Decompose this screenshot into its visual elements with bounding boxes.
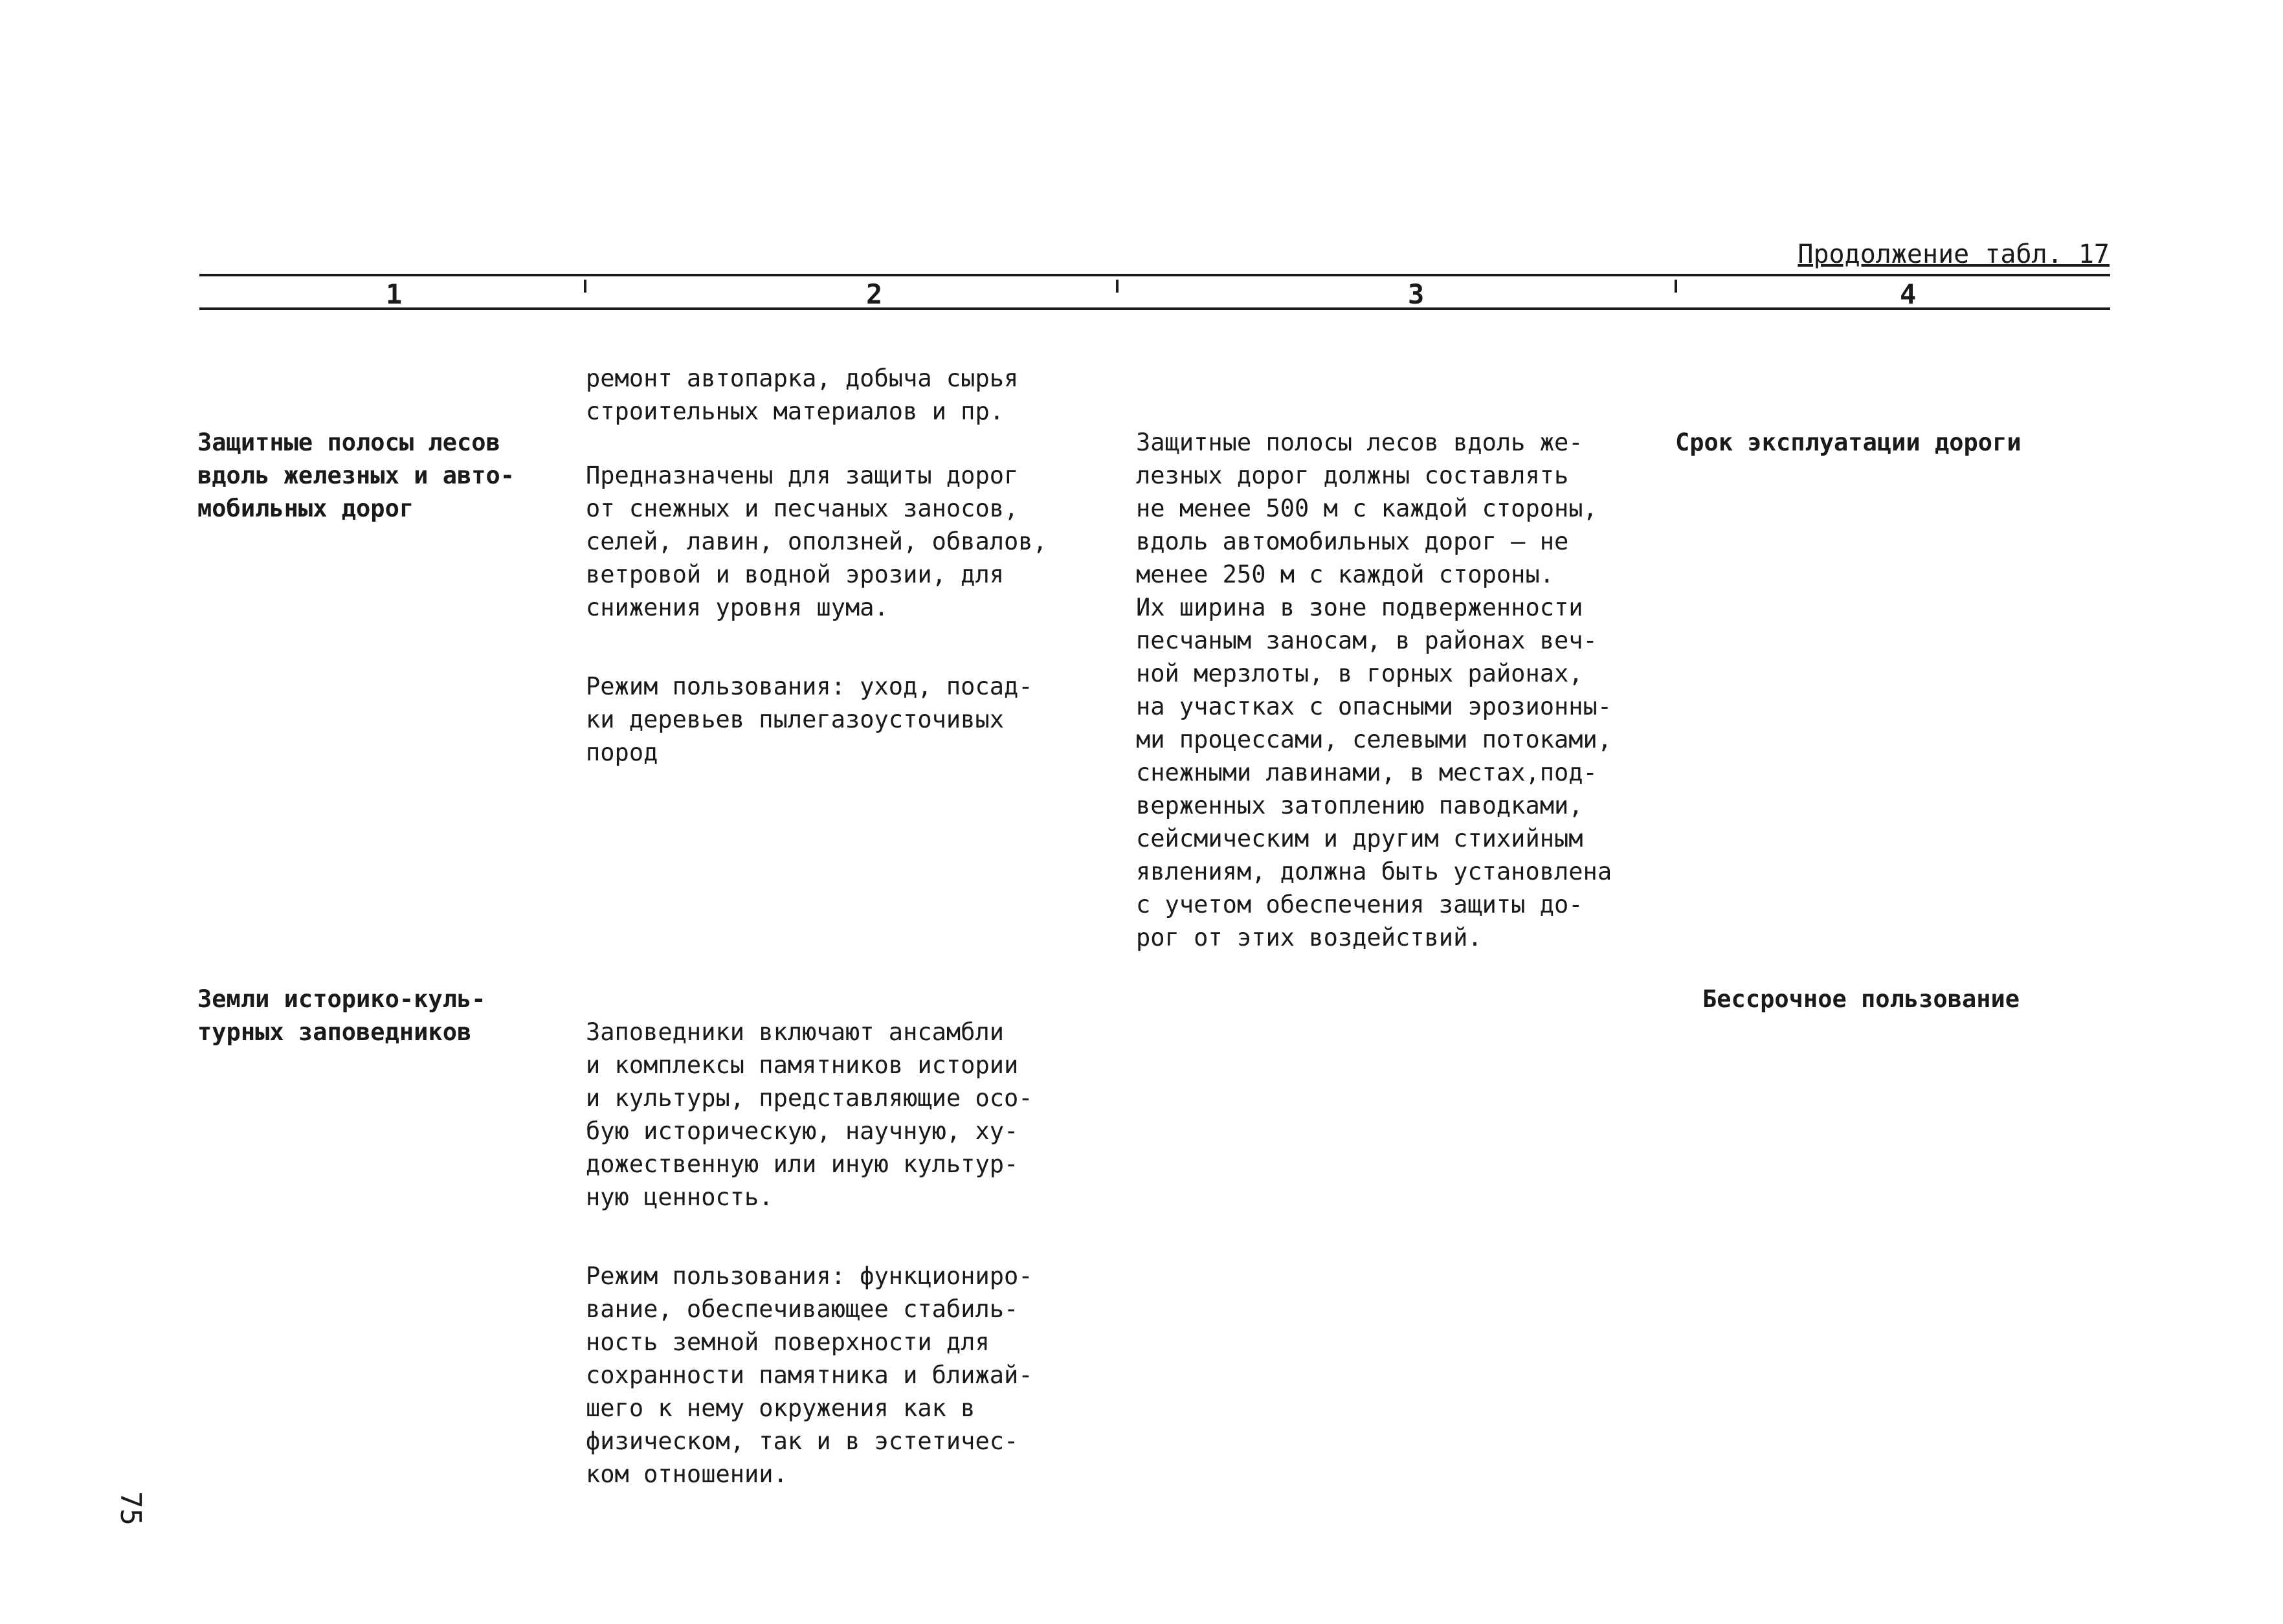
table-cell-row2-col2	[586, 983, 1091, 1537]
column-separator-tick	[1116, 280, 1119, 293]
page-number: 75	[113, 1491, 147, 1526]
table-cell-row2-col1: Земли историко-куль- турных заповедников	[197, 985, 486, 1046]
column-separator-tick	[1675, 280, 1677, 293]
column-header-4: 4	[1900, 278, 1917, 310]
table-header-top-rule	[199, 274, 2110, 276]
column-separator-tick	[584, 280, 586, 293]
table-cell-row2-col4: Бессрочное пользование	[1702, 985, 2020, 1013]
cell-paragraph: Режим пользования: уход, посад- ки деревьев пылегазоусточивых пород	[586, 673, 1033, 766]
cell-paragraph: Заповедники включают ансамбли и комплексы памятников истории и культуры, представляющие осо- бую историческую, научную, ху- дожественную или иную культур- ную ценность.	[586, 1018, 1033, 1211]
table-cell-row1-col4: Срок эксплуатации дороги	[1675, 428, 2021, 456]
table-cell-row1-col2	[586, 426, 1091, 815]
cell-paragraph: Предназначены для защиты дорог от снежных и песчаных заносов, селей, лавин, оползней, обвалов, ветровой и водной эрозии, для снижения уровня шума.	[586, 462, 1047, 621]
table-header-bottom-rule	[199, 307, 2110, 310]
column-header-3: 3	[1408, 278, 1425, 310]
column-header-1: 1	[386, 278, 403, 310]
table-cell-row1-col1: Защитные полосы лесов вдоль железных и авто- мобильных дорог	[197, 428, 515, 522]
column-header-2: 2	[866, 278, 883, 310]
cell-paragraph: ремонт автопарка, добыча сырья строительных материалов и пр.	[586, 364, 1019, 425]
table-cell-row1-col3: Защитные полосы лесов вдоль же- лезных дорог должны составлять не менее 500 м с каждой стороны, вдоль автомобильных дорог – не менее 250 м с каждой стороны. Их ширина в зоне подверженности песчаным заносам, в районах веч- ной мерзлоты, в горных районах, на участках с опасными эрозионны- ми процессами, селевыми потоками, снежными лавинами, в местах,под- верженных затоплению паводками, сейсмическим и другим стихийным явлениям, должна быть установлена с учетом обеспечения защиты до- рог от этих воздействий.	[1136, 428, 1612, 951]
table-continuation-label: Продолжение табл. 17	[1798, 239, 2110, 269]
cell-paragraph: Режим пользования: функциониро- вание, обеспечивающее стабиль- ность земной поверхности для сохранности памятника и ближай- шего к нему окружения как в физическом, так и в эстетичес- ком отношении.	[586, 1262, 1033, 1488]
